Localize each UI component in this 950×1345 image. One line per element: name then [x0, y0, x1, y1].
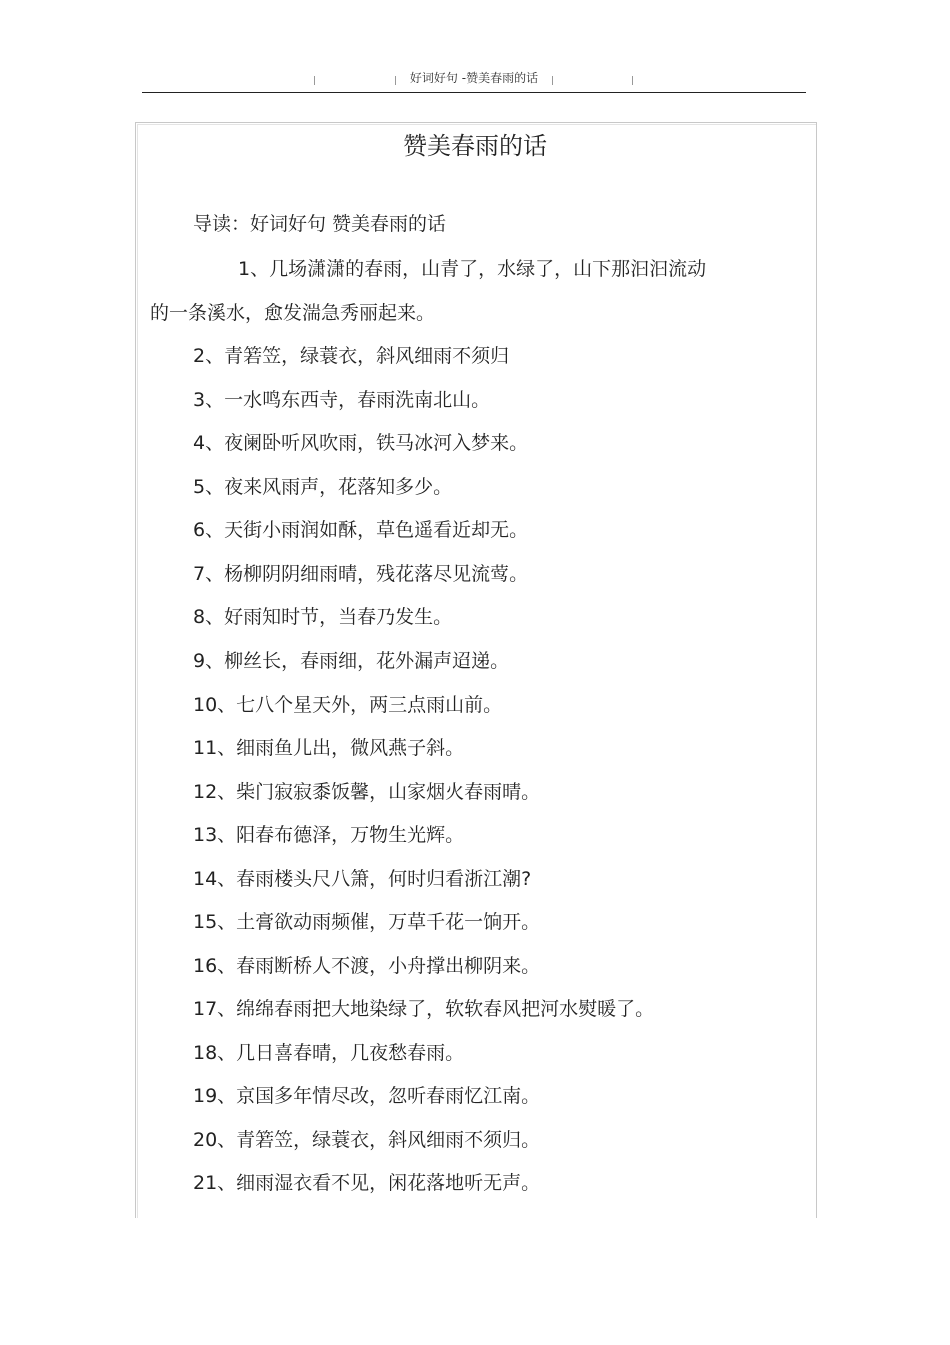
list-item: 13、阳春布德泽，万物生光辉。	[193, 824, 465, 846]
list-item: 16、春雨断桥人不渡，小舟撑出柳阴来。	[193, 955, 541, 977]
list-item: 2、青箬笠，绿蓑衣，斜风细雨不须归	[193, 345, 510, 367]
list-item: 17、绵绵春雨把大地染绿了，软软春风把河水熨暖了。	[193, 998, 655, 1020]
list-item: 14、春雨楼头尺八箫，何时归看浙江潮?	[193, 868, 532, 890]
list-item: 11、细雨鱼儿出，微风燕子斜。	[193, 737, 465, 759]
list-item: 4、夜阑卧听风吹雨，铁马冰河入梦来。	[193, 432, 529, 454]
list-item: 10、七八个星天外，两三点雨山前。	[193, 694, 503, 716]
header-tick	[552, 76, 553, 85]
list-item: 8、好雨知时节，当春乃发生。	[193, 606, 453, 628]
list-item: 3、一水鸣东西寺，春雨洗南北山。	[193, 389, 491, 411]
list-item-1-line-1: 1、几场潇潇的春雨，山青了，水绿了，山下那汩汩流动	[238, 258, 707, 280]
list-item: 12、柴门寂寂黍饭馨，山家烟火春雨晴。	[193, 781, 541, 803]
list-item: 20、青箬笠，绿蓑衣，斜风细雨不须归。	[193, 1129, 541, 1151]
header-text: 好词好句 -赞美春雨的话	[409, 71, 539, 85]
list-item: 21、细雨湿衣看不见，闲花落地听无声。	[193, 1172, 541, 1194]
page-header	[142, 66, 806, 93]
list-item: 18、几日喜春晴，几夜愁春雨。	[193, 1042, 465, 1064]
list-item: 19、京国多年情尽改，忽听春雨忆江南。	[193, 1085, 541, 1107]
list-item: 7、杨柳阴阴细雨晴，残花落尽见流莺。	[193, 563, 529, 585]
document-title: 赞美春雨的话	[403, 132, 547, 160]
list-item: 6、天街小雨润如酥，草色遥看近却无。	[193, 519, 529, 541]
list-item-1-line-2: 的一条溪水，愈发湍急秀丽起来。	[150, 302, 436, 324]
intro-line: 导读：好词好句 赞美春雨的话	[193, 213, 447, 235]
header-tick	[632, 76, 633, 85]
list-item: 5、夜来风雨声，花落知多少。	[193, 476, 453, 498]
list-item: 15、土膏欲动雨频催，万草千花一饷开。	[193, 911, 541, 933]
list-item: 9、柳丝长，春雨细，花外漏声迢递。	[193, 650, 510, 672]
